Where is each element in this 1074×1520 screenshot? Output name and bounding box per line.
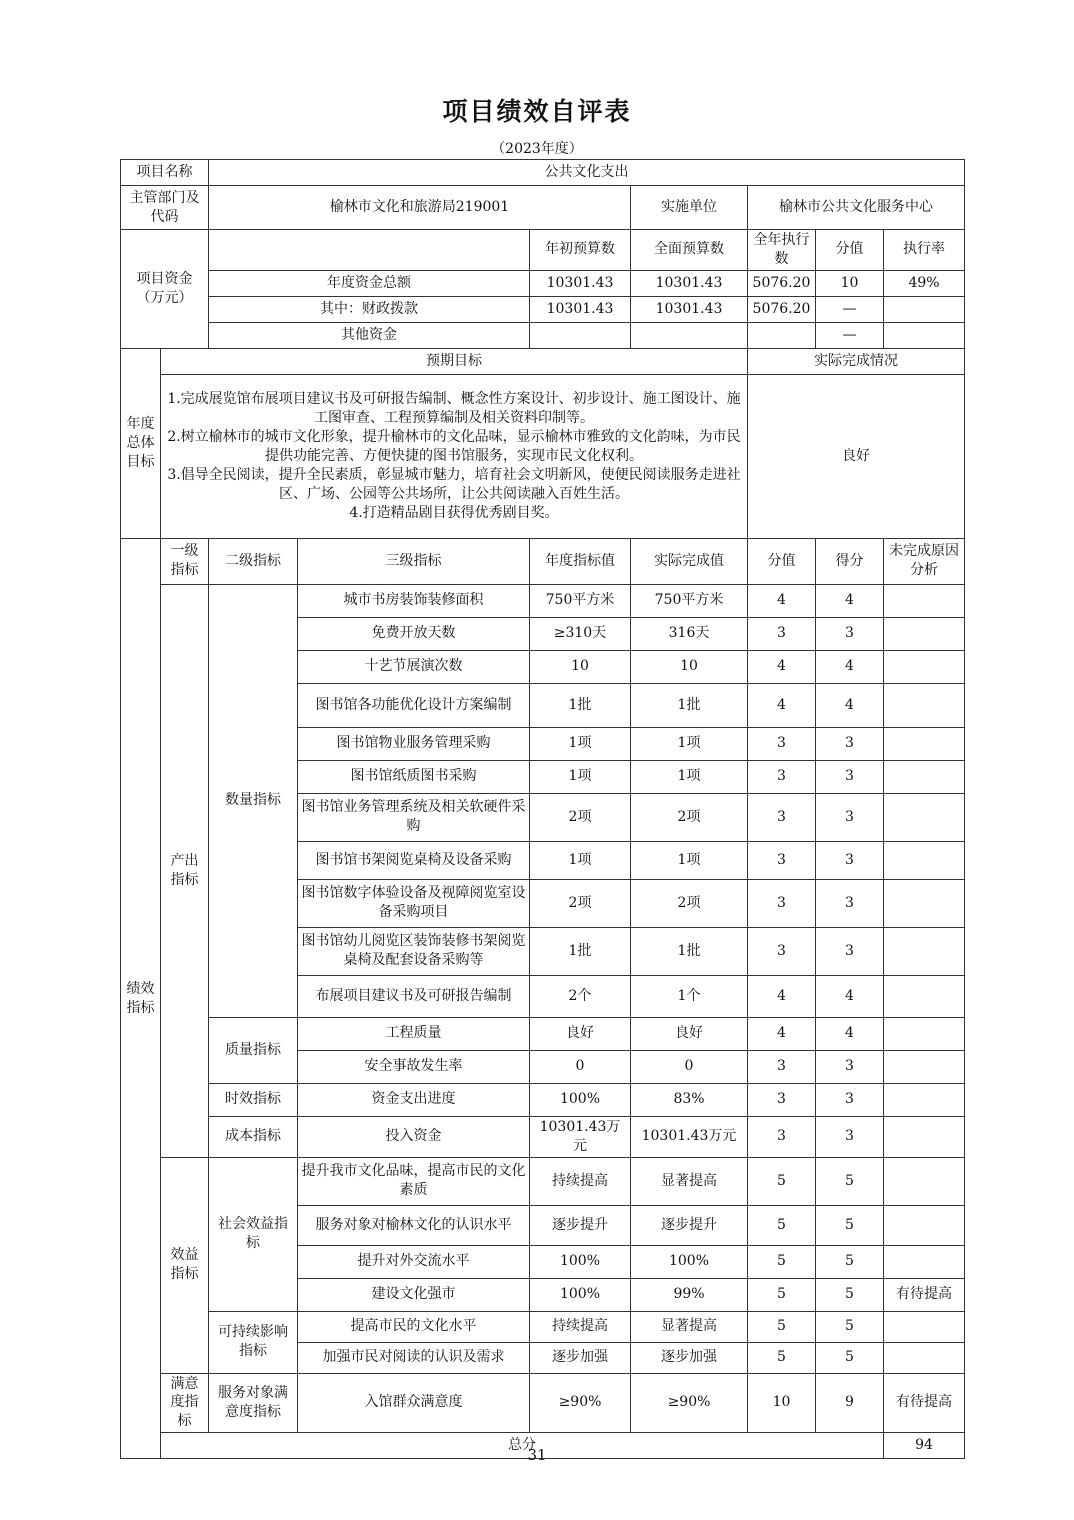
project-name-row (121, 160, 965, 186)
indicator-score: 3 (816, 1083, 884, 1116)
department-label: 主管部门及代码 (121, 186, 209, 230)
indicator-reason (884, 1245, 965, 1278)
indicator-name: 加强市民对阅读的认识及需求 (298, 1342, 530, 1373)
indicator-reason (884, 727, 965, 760)
indicator-actual: 1个 (631, 975, 748, 1017)
funds-row-name: 其中：财政拨款 (209, 296, 530, 322)
indicator-name: 图书馆书架阅览桌椅及设备采购 (298, 841, 530, 879)
indicator-target: 750平方米 (530, 584, 631, 617)
indicator-target: 逐步提升 (530, 1205, 631, 1245)
indicator-name: 建设文化强市 (298, 1278, 530, 1311)
indicator-score-max: 3 (748, 879, 816, 927)
indicator-actual: 1批 (631, 927, 748, 975)
indicator-header-cell: 三级指标 (298, 538, 530, 584)
indicator-score: 4 (816, 650, 884, 683)
indicator-score: 3 (816, 760, 884, 793)
level2-quality: 质量指标 (209, 1017, 298, 1083)
indicator-target: 逐步加强 (530, 1342, 631, 1373)
funds-cell: — (816, 296, 884, 322)
indicator-score: 3 (816, 1050, 884, 1083)
funds-cell (884, 296, 965, 322)
indicator-score-max: 3 (748, 1116, 816, 1157)
indicator-score-max: 4 (748, 650, 816, 683)
indicator-name: 投入资金 (298, 1116, 530, 1157)
indicator-header-row (121, 538, 965, 584)
indicator-reason (884, 841, 965, 879)
funds-cell (631, 322, 748, 348)
indicator-name: 安全事故发生率 (298, 1050, 530, 1083)
indicator-target: 1项 (530, 841, 631, 879)
indicator-actual: 2项 (631, 793, 748, 841)
total-value: 94 (884, 1433, 965, 1459)
funds-row-name: 年度资金总额 (209, 270, 530, 296)
indicator-name: 十艺节展演次数 (298, 650, 530, 683)
indicator-score-max: 10 (748, 1373, 816, 1433)
indicator-actual: 1批 (631, 683, 748, 727)
funds-cell: 5076.20 (748, 270, 816, 296)
department-row (121, 186, 965, 230)
indicator-target: 2项 (530, 879, 631, 927)
indicator-reason (884, 760, 965, 793)
table-row (121, 1083, 965, 1116)
indicator-header-cell: 年度指标值 (530, 538, 631, 584)
indicator-actual: 10301.43万元 (631, 1116, 748, 1157)
indicator-reason (884, 1083, 965, 1116)
level1-satisfaction: 满意度指标 (161, 1373, 209, 1433)
indicator-score-max: 5 (748, 1245, 816, 1278)
indicator-target: 0 (530, 1050, 631, 1083)
goal-item: 2.树立榆林市的城市文化形象，提升榆林市的文化品味，显示榆林市雅致的文化韵味，为市民提供功能完善、方便快捷的图书馆服务，实现市民文化权利。 (167, 428, 741, 464)
table-row (121, 1017, 965, 1050)
indicator-target: 2个 (530, 975, 631, 1017)
indicator-name: 提升我市文化品味，提高市民的文化素质 (298, 1157, 530, 1205)
goal-item: 3.倡导全民阅读，提升全民素质，彰显城市魅力，培育社会文明新风，使便民阅读服务走进社区、广场、公园等公共场所，让公共阅读融入百姓生活。 (167, 466, 741, 502)
funds-cell: 10301.43 (530, 296, 631, 322)
indicator-reason (884, 1050, 965, 1083)
funds-header-cell: 年初预算数 (530, 230, 631, 271)
funds-row (121, 322, 965, 348)
department-value: 榆林市文化和旅游局219001 (209, 186, 631, 230)
indicator-score: 5 (816, 1342, 884, 1373)
total-label: 总分 (161, 1433, 884, 1459)
indicator-score: 5 (816, 1245, 884, 1278)
indicator-reason (884, 617, 965, 650)
project-name-value: 公共文化支出 (209, 160, 965, 186)
performance-table (120, 159, 965, 1459)
indicator-reason (884, 1342, 965, 1373)
funds-header-cell: 分值 (816, 230, 884, 271)
funds-cell: 10 (816, 270, 884, 296)
funds-cell: 5076.20 (748, 296, 816, 322)
indicator-target: 2项 (530, 793, 631, 841)
indicator-actual: 显著提高 (631, 1311, 748, 1342)
indicator-score-max: 3 (748, 617, 816, 650)
indicator-target: 1批 (530, 927, 631, 975)
indicator-header-cell: 未完成原因分析 (884, 538, 965, 584)
indicator-score: 3 (816, 793, 884, 841)
indicator-score-max: 5 (748, 1342, 816, 1373)
funds-cell (884, 322, 965, 348)
indicator-score-max: 4 (748, 975, 816, 1017)
year-subtitle: （2023年度） (491, 141, 583, 157)
indicator-score-max: 5 (748, 1311, 816, 1342)
indicator-reason (884, 879, 965, 927)
indicator-score: 3 (816, 841, 884, 879)
funds-header-cell: 全年执行数 (748, 230, 816, 271)
indicator-score: 5 (816, 1205, 884, 1245)
indicator-name: 服务对象对榆林文化的认识水平 (298, 1205, 530, 1245)
indicator-actual: 1项 (631, 760, 748, 793)
expected-goals-text (161, 374, 748, 538)
indicator-reason (884, 793, 965, 841)
funds-cell: 10301.43 (631, 270, 748, 296)
indicator-score-max: 5 (748, 1278, 816, 1311)
indicator-target: 10301.43万元 (530, 1116, 631, 1157)
indicator-score-max: 3 (748, 1050, 816, 1083)
level2-quantity: 数量指标 (209, 584, 298, 1017)
indicator-name: 免费开放天数 (298, 617, 530, 650)
funds-cell: — (816, 322, 884, 348)
indicator-actual: 99% (631, 1278, 748, 1311)
goal-item: 4.打造精品剧目获得优秀剧目奖。 (349, 504, 559, 521)
funds-row (121, 270, 965, 296)
indicator-score: 3 (816, 617, 884, 650)
indicator-score: 5 (816, 1278, 884, 1311)
goals-header-row (121, 348, 965, 374)
indicator-score-max: 3 (748, 727, 816, 760)
indicator-score-max: 3 (748, 793, 816, 841)
indicator-name: 城市书房装饰装修面积 (298, 584, 530, 617)
indicator-name: 图书馆数字体验设备及视障阅览室设备采购项目 (298, 879, 530, 927)
indicator-name: 提升对外交流水平 (298, 1245, 530, 1278)
indicator-score-max: 3 (748, 927, 816, 975)
funds-cell (748, 322, 816, 348)
funds-cell (530, 322, 631, 348)
indicator-actual: 1项 (631, 727, 748, 760)
indicator-reason (884, 1157, 965, 1205)
indicator-target: 1项 (530, 760, 631, 793)
indicator-actual: 逐步提升 (631, 1205, 748, 1245)
funds-cell: 10301.43 (631, 296, 748, 322)
funds-header-cell: 全面预算数 (631, 230, 748, 271)
indicator-header-cell: 得分 (816, 538, 884, 584)
expected-goals-header: 预期目标 (161, 348, 748, 374)
indicator-actual: 1项 (631, 841, 748, 879)
indicator-reason: 有待提高 (884, 1278, 965, 1311)
indicator-actual: 良好 (631, 1017, 748, 1050)
indicator-name: 工程质量 (298, 1017, 530, 1050)
funds-cell: 49% (884, 270, 965, 296)
level2-cost: 成本指标 (209, 1116, 298, 1157)
project-name-label: 项目名称 (121, 160, 209, 186)
indicator-actual: 83% (631, 1083, 748, 1116)
indicator-reason (884, 927, 965, 975)
indicators-label: 绩效指标 (121, 538, 161, 1458)
indicator-score-max: 5 (748, 1157, 816, 1205)
goals-content-row (121, 374, 965, 538)
indicator-reason (884, 1116, 965, 1157)
indicator-score: 9 (816, 1373, 884, 1433)
implementer-value: 榆林市公共文化服务中心 (748, 186, 965, 230)
indicator-header-cell: 实际完成值 (631, 538, 748, 584)
implementer-label: 实施单位 (631, 186, 748, 230)
table-row (121, 1373, 965, 1433)
table-row (121, 1116, 965, 1157)
indicator-score-max: 3 (748, 1083, 816, 1116)
level2-satisfaction: 服务对象满意度指标 (209, 1373, 298, 1433)
funds-header-row (121, 230, 965, 271)
indicator-name: 布展项目建议书及可研报告编制 (298, 975, 530, 1017)
table-row (121, 584, 965, 617)
indicator-target: 100% (530, 1245, 631, 1278)
level2-social: 社会效益指标 (209, 1157, 298, 1311)
indicator-target: 良好 (530, 1017, 631, 1050)
indicator-score: 4 (816, 1017, 884, 1050)
page-number: 31 (527, 1446, 547, 1464)
indicator-reason (884, 975, 965, 1017)
indicator-reason: 有待提高 (884, 1373, 965, 1433)
goals-label: 年度总体目标 (121, 348, 161, 538)
indicator-score-max: 4 (748, 683, 816, 727)
indicator-name: 图书馆幼儿阅览区装饰装修书架阅览桌椅及配套设备采购等 (298, 927, 530, 975)
funds-label: 项目资金（万元） (121, 230, 209, 349)
indicator-target: ≥90% (530, 1373, 631, 1433)
indicator-target: ≥310天 (530, 617, 631, 650)
funds-row-name: 其他资金 (209, 322, 530, 348)
indicator-reason (884, 1205, 965, 1245)
indicator-score: 4 (816, 584, 884, 617)
level2-timeliness: 时效指标 (209, 1083, 298, 1116)
indicator-header-cell: 分值 (748, 538, 816, 584)
indicator-reason (884, 650, 965, 683)
indicator-target: 10 (530, 650, 631, 683)
indicator-actual: 10 (631, 650, 748, 683)
indicator-name: 图书馆物业服务管理采购 (298, 727, 530, 760)
indicator-target: 100% (530, 1278, 631, 1311)
indicator-score-max: 3 (748, 841, 816, 879)
indicator-score: 4 (816, 975, 884, 1017)
indicator-target: 持续提高 (530, 1311, 631, 1342)
funds-cell: 10301.43 (530, 270, 631, 296)
indicator-actual: 0 (631, 1050, 748, 1083)
indicator-actual: 显著提高 (631, 1157, 748, 1205)
indicator-actual: 逐步加强 (631, 1342, 748, 1373)
table-row (121, 1311, 965, 1342)
indicator-score-max: 3 (748, 760, 816, 793)
indicator-actual: 316天 (631, 617, 748, 650)
indicator-score: 5 (816, 1157, 884, 1205)
level2-sustainable: 可持续影响指标 (209, 1311, 298, 1373)
indicator-score-max: 5 (748, 1205, 816, 1245)
indicator-reason (884, 1017, 965, 1050)
indicator-name: 入馆群众满意度 (298, 1373, 530, 1433)
indicator-target: 100% (530, 1083, 631, 1116)
page-title: 项目绩效自评表 (442, 97, 632, 126)
indicator-header-cell: 二级指标 (209, 538, 298, 584)
indicator-score: 3 (816, 927, 884, 975)
indicator-score: 5 (816, 1311, 884, 1342)
indicator-actual: 100% (631, 1245, 748, 1278)
indicator-name: 提高市民的文化水平 (298, 1311, 530, 1342)
level1-benefit: 效益指标 (161, 1157, 209, 1373)
actual-completion-value: 良好 (748, 374, 965, 538)
indicator-score-max: 4 (748, 1017, 816, 1050)
indicator-actual: 750平方米 (631, 584, 748, 617)
indicator-name: 图书馆各功能优化设计方案编制 (298, 683, 530, 727)
level1-output: 产出指标 (161, 584, 209, 1157)
indicator-score: 4 (816, 683, 884, 727)
indicator-actual: ≥90% (631, 1373, 748, 1433)
funds-header-cell: 执行率 (884, 230, 965, 271)
indicator-name: 资金支出进度 (298, 1083, 530, 1116)
indicator-score: 3 (816, 879, 884, 927)
funds-header-blank (209, 230, 530, 271)
indicator-name: 图书馆业务管理系统及相关软硬件采购 (298, 793, 530, 841)
indicator-score-max: 4 (748, 584, 816, 617)
funds-row (121, 296, 965, 322)
indicator-reason (884, 683, 965, 727)
indicator-target: 持续提高 (530, 1157, 631, 1205)
indicator-target: 1项 (530, 727, 631, 760)
indicator-score: 3 (816, 727, 884, 760)
actual-completion-header: 实际完成情况 (748, 348, 965, 374)
indicator-name: 图书馆纸质图书采购 (298, 760, 530, 793)
indicator-score: 3 (816, 1116, 884, 1157)
indicator-reason (884, 1311, 965, 1342)
indicator-reason (884, 584, 965, 617)
indicator-target: 1批 (530, 683, 631, 727)
indicator-actual: 2项 (631, 879, 748, 927)
goal-item: 1.完成展览馆布展项目建议书及可研报告编制、概念性方案设计、初步设计、施工图设计、施工图审查、工程预算编制及相关资料印制等。 (167, 391, 741, 427)
indicator-header-cell: 一级指标 (161, 538, 209, 584)
table-row (121, 1157, 965, 1205)
